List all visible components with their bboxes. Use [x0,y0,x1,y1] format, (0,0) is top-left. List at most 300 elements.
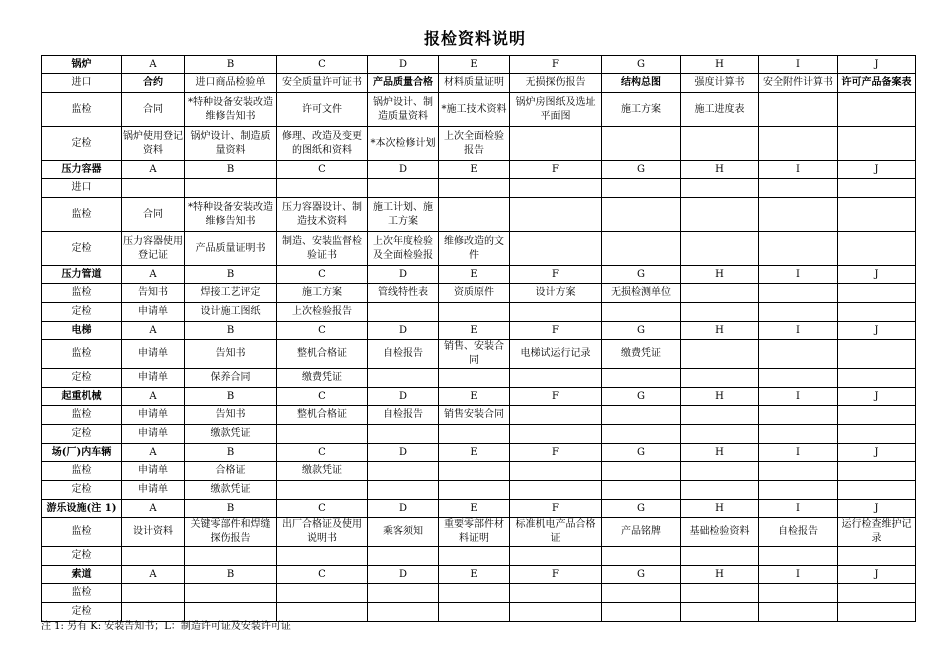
column-letter: A [122,500,185,518]
cell-text: *特种设备安装改造维修告知书 [188,96,273,122]
column-letter: D [368,266,439,284]
table-row [42,425,916,444]
table-cell [185,369,277,388]
footnote [41,617,291,632]
table-cell [510,340,602,369]
column-letter: I [759,388,838,406]
section-header-row [42,161,916,179]
column-letter: F [510,161,602,179]
column-letter: I [759,322,838,340]
table-cell [759,127,838,161]
table-cell [368,284,439,303]
cell-text: 告知书 [138,287,168,298]
table-cell [602,462,681,481]
column-letter: A [122,322,185,340]
column-letter: H [681,322,759,340]
table-cell [510,179,602,198]
table-cell [122,232,185,266]
table-cell [510,547,602,566]
table-cell [602,518,681,547]
cell-text: 电梯试运行记录 [520,348,591,359]
table-cell [122,127,185,161]
table-cell [122,74,185,93]
column-letter: H [681,56,759,74]
cell-text: 标准机电产品合格证 [515,519,596,544]
table-cell [439,603,510,622]
column-letter: C [277,444,368,462]
table-cell [838,547,916,566]
column-letter: D [368,388,439,406]
table-row [42,406,916,425]
cell-text: 运行检查维护记录 [841,519,912,544]
cell-text: 施工进度表 [694,103,745,115]
table-cell [439,74,510,93]
table-cell [368,198,439,232]
table-cell [277,481,368,500]
column-letter: D [368,444,439,462]
section-name: 压力容器 [42,161,122,179]
column-letter: C [277,388,368,406]
table-cell [838,74,916,93]
table-cell [602,603,681,622]
column-letter: D [368,161,439,179]
cell-text: 保养合同 [210,372,251,383]
table-row [42,547,916,566]
column-letter: A [122,388,185,406]
column-letter: C [277,161,368,179]
section-name: 索道 [42,566,122,584]
cell-text: 修理、改造及变更的图纸和资料 [282,130,362,156]
column-letter: G [602,161,681,179]
table-cell [277,518,368,547]
section-header-row [42,322,916,340]
table-cell [368,179,439,198]
cell-text: 申请单 [138,372,168,383]
cell-text: 乘客须知 [383,526,423,537]
column-letter: E [439,266,510,284]
table-row [42,584,916,603]
cell-text: 缴款凭证 [302,465,342,476]
cell-text: 锅炉设计、制造质量资料 [190,130,271,156]
table-row [42,198,916,232]
column-letter: G [602,566,681,584]
table-cell [759,425,838,444]
column-letter: E [439,444,510,462]
table-cell [838,198,916,232]
table-cell [277,127,368,161]
table-cell [510,518,602,547]
table-cell [277,340,368,369]
table-cell [122,462,185,481]
table-cell [759,284,838,303]
cell-text: 申请单 [138,465,168,476]
table-cell [185,127,277,161]
column-letter: F [510,266,602,284]
table-row [42,303,916,322]
column-letter: C [277,322,368,340]
cell-text: 强度计算书 [694,77,745,88]
table-cell [602,232,681,266]
table-row [42,518,916,547]
document-title: 报检资料说明 [423,29,526,48]
column-letter: B [185,566,277,584]
column-letter: F [510,388,602,406]
column-letter: J [838,322,916,340]
table-cell [602,547,681,566]
column-letter: A [122,566,185,584]
column-letter: J [838,566,916,584]
table-cell [368,340,439,369]
table-cell [277,303,368,322]
column-letter: J [838,56,916,74]
cell-text: 设计方案 [535,287,576,298]
row-label: 进口 [42,74,122,93]
column-letter: G [602,500,681,518]
footnote-text: 安装告知书；L：制造许可证及安装许可证 [104,621,291,632]
table-cell [185,340,277,369]
column-letter: D [368,322,439,340]
table-cell [838,127,916,161]
cell-text: *本次检修计划 [370,137,436,149]
table-cell [277,284,368,303]
row-label: 监检 [42,284,122,303]
table-cell [368,127,439,161]
table-cell [439,547,510,566]
cell-text: 合格证 [215,465,246,476]
row-label: 监检 [42,93,122,127]
table-cell [185,284,277,303]
table-cell [510,481,602,500]
table-cell [602,425,681,444]
table-cell [838,462,916,481]
cell-text: 结构总图 [621,77,661,88]
table-cell [602,284,681,303]
table-cell [759,74,838,93]
table-cell [122,179,185,198]
table-cell [602,127,681,161]
table-row [42,127,916,161]
column-letter: H [681,444,759,462]
table-cell [185,303,277,322]
table-cell [368,232,439,266]
table-cell [838,603,916,622]
column-letter: B [185,388,277,406]
table-cell [838,93,916,127]
table-cell [510,425,602,444]
table-cell [681,584,759,603]
table-cell [122,425,185,444]
table-cell [185,406,277,425]
table-cell [368,406,439,425]
cell-text: 锅炉房图纸及选址平面图 [515,96,596,122]
cell-text: 申请单 [138,428,168,439]
cell-text: 缴费凭证 [302,372,342,383]
cell-text: 出厂合格证及使用说明书 [282,519,362,544]
table-cell [277,406,368,425]
cell-text: 设计资料 [133,526,173,537]
table-cell [277,584,368,603]
cell-text: 告知书 [215,409,246,420]
column-letter: C [277,500,368,518]
cell-text: 缴费凭证 [621,348,661,359]
section-name: 电梯 [42,322,122,340]
row-label: 进口 [42,179,122,198]
column-letter: D [368,500,439,518]
table-cell [838,481,916,500]
table-cell [368,462,439,481]
table-cell [510,93,602,127]
cell-text: 锅炉使用登记资料 [123,130,183,156]
cell-text: 自检报告 [778,526,818,537]
cell-text: 安全质量许可证书 [282,77,362,88]
cell-text: *特种设备安装改造维修告知书 [188,201,273,227]
column-letter: F [510,500,602,518]
column-letter: I [759,161,838,179]
footnote-prefix: 注 1: 另有 K: [41,621,102,632]
column-letter: J [838,161,916,179]
table-cell [122,93,185,127]
table-cell [681,425,759,444]
table-cell [602,303,681,322]
table-row [42,284,916,303]
cell-text: 上次检验报告 [292,306,352,317]
cell-text: 施工计划、施工方案 [373,201,433,227]
table-cell [681,93,759,127]
cell-text: 无损探伤报告 [525,77,586,88]
table-cell [838,284,916,303]
table-cell [838,340,916,369]
cell-text: 上次全面检验报告 [444,130,504,156]
table-cell [681,406,759,425]
table-cell [759,547,838,566]
table-cell [185,425,277,444]
table-cell [681,127,759,161]
row-label: 监检 [42,584,122,603]
column-letter: C [277,566,368,584]
table-cell [838,232,916,266]
table-cell [838,303,916,322]
table-cell [602,584,681,603]
column-letter: E [439,566,510,584]
table-cell [185,179,277,198]
column-letter: F [510,566,602,584]
table-row [42,340,916,369]
table-cell [838,406,916,425]
table-row [42,93,916,127]
table-cell [838,584,916,603]
cell-text: 产品质量证明书 [195,242,266,254]
section-name: 起重机械 [42,388,122,406]
column-letter: I [759,444,838,462]
column-letter: J [838,388,916,406]
table-cell [602,481,681,500]
table-cell [368,369,439,388]
cell-text: 自检报告 [383,409,423,420]
table-cell [681,462,759,481]
cell-text: 上次年度检验及全面检验报 [373,235,433,261]
table-cell [602,340,681,369]
cell-text: 压力容器使用登记证 [123,235,183,261]
column-letter: D [368,56,439,74]
table-cell [122,518,185,547]
column-letter: I [759,500,838,518]
column-letter: E [439,388,510,406]
cell-text: 告知书 [215,348,246,359]
section-header-row [42,566,916,584]
column-letter: A [122,56,185,74]
column-letter: G [602,388,681,406]
table-cell [368,93,439,127]
table-cell [122,547,185,566]
cell-text: 合同 [143,208,163,220]
table-cell [602,179,681,198]
column-letter: B [185,161,277,179]
row-label: 监检 [42,198,122,232]
column-letter: C [277,56,368,74]
table-cell [510,303,602,322]
cell-text: 锅炉设计、制造质量资料 [373,96,433,122]
table-cell [277,369,368,388]
table-cell [510,369,602,388]
table-cell [122,481,185,500]
table-cell [277,425,368,444]
table-cell [368,425,439,444]
cell-text: 关键零部件和焊缝探伤报告 [190,519,271,544]
column-letter: E [439,161,510,179]
cell-text: 缴款凭证 [210,428,251,439]
table-cell [759,340,838,369]
cell-text: *施工技术资料 [441,103,507,115]
table-cell [602,93,681,127]
row-label: 监检 [42,518,122,547]
cell-text: 许可产品备案表 [841,77,912,88]
table-cell [185,232,277,266]
column-letter: E [439,56,510,74]
table-cell [439,303,510,322]
column-letter: J [838,444,916,462]
table-cell [368,584,439,603]
table-row [42,369,916,388]
table-cell [759,369,838,388]
column-letter: I [759,56,838,74]
cell-text: 合同 [143,103,163,115]
row-label: 定检 [42,369,122,388]
column-letter: J [838,500,916,518]
cell-text: 制造、安装监督检验证书 [282,235,362,261]
table-cell [439,518,510,547]
row-label: 监检 [42,462,122,481]
cell-text: 施工方案 [621,103,661,115]
table-row [42,232,916,266]
column-letter: F [510,56,602,74]
table-cell [681,340,759,369]
cell-text: 销售、安装合同 [444,341,504,366]
table-cell [439,481,510,500]
cell-text: 申请单 [138,484,168,495]
column-letter: A [122,266,185,284]
column-letter: H [681,161,759,179]
cell-text: 无损检测单位 [611,287,671,298]
table-cell [439,406,510,425]
table-cell [439,340,510,369]
column-letter: B [185,322,277,340]
table-cell [122,303,185,322]
cell-text: 销售安装合同 [444,409,504,420]
column-letter: H [681,500,759,518]
table-cell [185,547,277,566]
table-cell [838,369,916,388]
table-cell [368,74,439,93]
table-cell [185,584,277,603]
cell-text: 申请单 [138,306,168,317]
column-letter: B [185,500,277,518]
column-letter: B [185,266,277,284]
table-cell [277,547,368,566]
cell-text: 安全附件计算书 [763,77,833,88]
table-row [42,74,916,93]
table-cell [759,232,838,266]
cell-text: 材料质量证明 [444,77,504,88]
section-name: 游乐设施(注 1) [42,500,122,518]
cell-text: 进口商品检验单 [195,77,266,88]
table-cell [602,406,681,425]
cell-text: 缴款凭证 [210,484,251,495]
cell-text: 合约 [143,77,163,88]
cell-text: 整机合格证 [297,348,347,359]
table-cell [681,179,759,198]
table-cell [759,462,838,481]
section-name: 场(厂)内车辆 [42,444,122,462]
table-cell [759,481,838,500]
cell-text: 许可文件 [302,103,342,115]
row-label: 定检 [42,547,122,566]
table-cell [681,369,759,388]
column-letter: I [759,566,838,584]
table-cell [602,74,681,93]
table-cell [277,462,368,481]
table-cell [122,406,185,425]
table-cell [277,74,368,93]
table-cell [439,584,510,603]
table-cell [510,198,602,232]
section-header-row [42,266,916,284]
cell-text: 自检报告 [383,348,423,359]
table-cell [185,518,277,547]
table-cell [681,481,759,500]
table-cell [277,232,368,266]
table-cell [681,303,759,322]
table-cell [759,406,838,425]
cell-text: 整机合格证 [297,409,347,420]
cell-text: 产品铭牌 [621,526,661,537]
table-cell [368,547,439,566]
table-cell [439,93,510,127]
column-letter: H [681,266,759,284]
table-cell [602,369,681,388]
row-label: 定检 [42,127,122,161]
column-letter: B [185,56,277,74]
table-cell [439,284,510,303]
column-letter: E [439,500,510,518]
table-row [42,179,916,198]
column-letter: J [838,266,916,284]
section-name: 锅炉 [42,56,122,74]
cell-text: 资质原件 [454,287,494,298]
table-cell [277,179,368,198]
row-label: 定检 [42,425,122,444]
cell-text: 焊接工艺评定 [200,287,261,298]
cell-text: 压力容器设计、制造技术资料 [282,201,362,227]
